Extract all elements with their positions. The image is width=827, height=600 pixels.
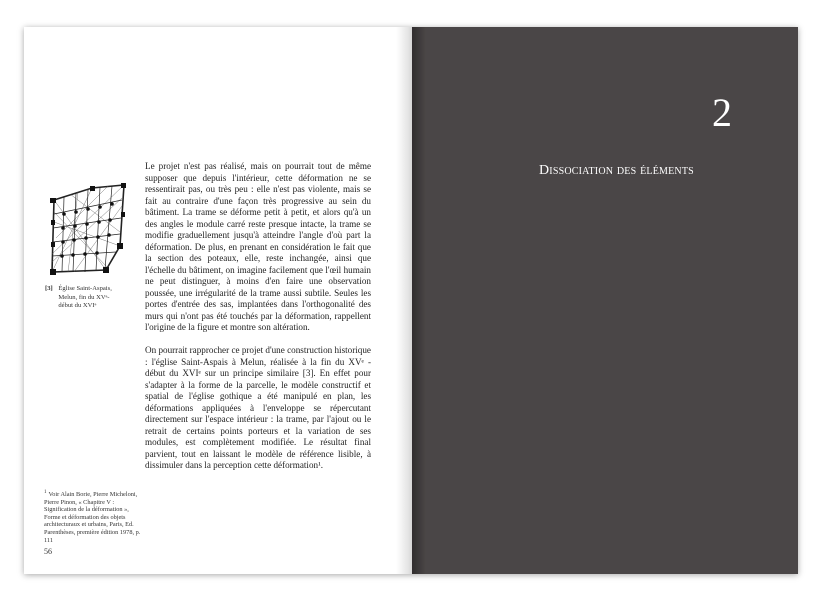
footnote [44,489,146,544]
floor-plan-icon [48,182,128,278]
body-text [145,161,371,472]
paragraph: On pourrait rapprocher ce projet d'une construction historique : l'église Saint-Aspais à Melun, réalisée à la fin du XVᵉ - début du XVIᵉ sur un principe similaire [3]. En effet pour s'adapter à la forme de la parcelle, le modèle constructif et spatial de l'église gothique a été manipulé en plan, les déformations appliquées à l'enveloppe se répercutant directement sur l'espace intérieur : la trame, par l'ajout ou le retrait de certains points porteurs et la variation de ses modules, est complètement modifiée. Le résultat final parvient, tout en laissant le modèle de référence lisible, à dissimuler dans la perception cette déformation¹. [145,345,371,470]
right-page [412,27,798,574]
paragraph: Le projet n'est pas réalisé, mais on pourrait tout de même supposer que depuis l'intérieur, cette déformation ne se ressentirait pas, ou très peu : elle n'est pas violente, mais se fait au contraire d'une façon très progressive au sein du bâtiment. La trame se déforme petit à petit, et alors qu'à un des angles le module carré reste presque intacte, la trame se modifie graduellement jusqu'à atteindre l'angle d'où part la déformation. De plus, en prenant en considération le fait que la section des poteaux, elle, reste inchangée, ainsi que l'échelle du bâtiment, on imagine facilement que l'œil humain ne peut distinguer, à moins d'en faire une observation poussée, une irrégularité de la trame aussi subtile. Seules les portes d'entrée des sas, implantées dans l'orthogonalité des murs qui n'ont pas été touchés par la déformation, rappellent l'origine de la figure et montre son altération. [145,161,371,332]
figure-caption [45,285,153,311]
footnote-number: 1 [44,490,47,495]
chapter-title: Dissociation des éléments [539,163,694,178]
footnote-text: Voir Alain Borie, Pierre Micheloni, Pierre Pinon, « Chapitre V : Signification de la déformation », Forme et déformation des objets architecturaux et urbains, Paris, Ed. Parenthèses, première édition 1978, p. 111 [44,491,141,544]
page-number: 56 [44,547,52,556]
left-page [24,27,412,574]
caption-line: Melun, fin du XVᵉ- [58,293,110,301]
caption-line: Église Saint-Aspais, [58,285,112,292]
caption-line: début du XVIᵉ [58,302,97,309]
figure-ref: [3] [45,285,53,292]
chapter-number: 2 [712,90,732,135]
book-spread [24,27,798,574]
